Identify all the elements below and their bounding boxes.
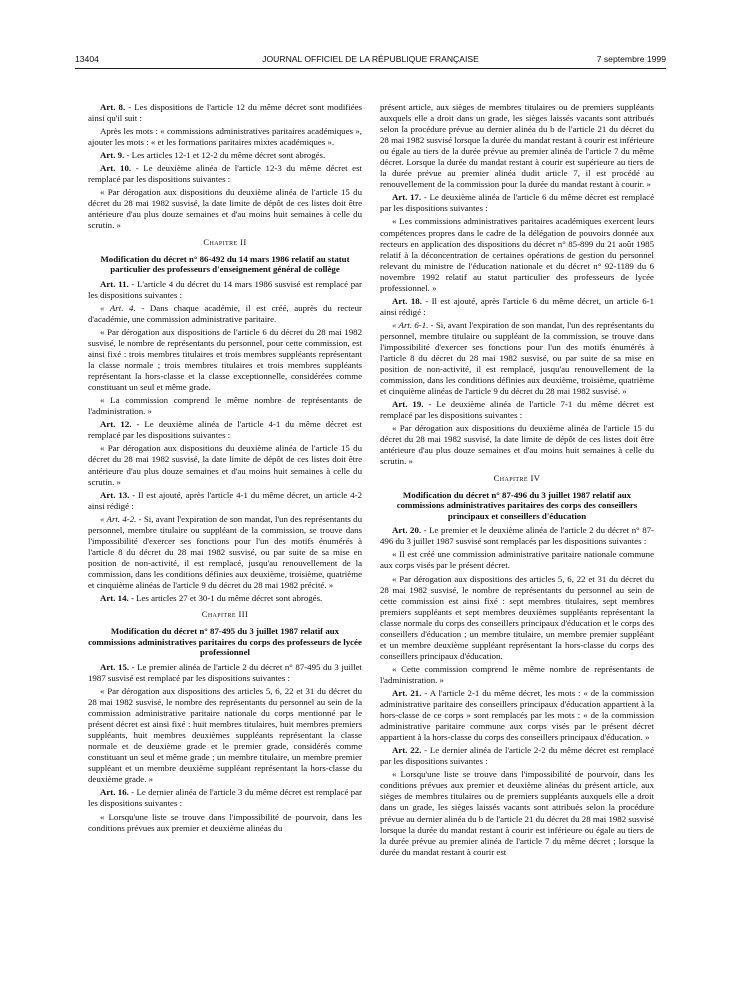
paragraph-text: - Le premier et le deuxième alinéa de l'article 2 du décret n° 87-496 du 3 juillet 1987 susvisé sont remplacés par les dispositions suivantes : [380, 525, 655, 547]
paragraph-text: - Il est ajouté, après l'article 4-1 du même décret, un article 4-2 ainsi rédigé : [88, 489, 362, 511]
article-paragraph [88, 593, 362, 604]
article-paragraph [380, 688, 654, 743]
quoted-article-number: « Art. 4. [100, 302, 136, 313]
body-paragraph [380, 102, 654, 190]
section-title: Modification du décret n° 87-495 du 3 juillet 1987 relatif aux commissions administratives paritaires du corps des professeurs de lycée professionnel [88, 626, 362, 658]
article-number: Art. 22. [392, 745, 422, 756]
paragraph-text: « Il est créé une commission administrative paritaire nationale commune aux corps visés par le présent décret. [380, 549, 654, 571]
article-number: Art. 15. [100, 661, 130, 672]
page-number: 13404 [75, 54, 99, 64]
body-paragraph [380, 320, 654, 397]
article-paragraph [88, 102, 362, 124]
article-number: Art. 21. [392, 687, 422, 698]
paragraph-text: - Il est ajouté, après l'article 6 du même décret, un article 6-1 ainsi rédigé : [380, 295, 654, 317]
paragraph-text: « Par dérogation aux dispositions des articles 5, 6, 22 et 31 du décret du 28 mai 1982 susvisé, le nombre de représentants du personnel au sein de cette commission est ainsi fixé : sept membres titulaires, sept membres premiers suppléants et sept membres deuxièmes suppléants représentant la classe normale du corps des conseillers principaux d'éducation et le corps des conseillers d'éducation ; un membre titulaire, un membre premier suppléant et un membre deuxième suppléant représentant la hors-classe du corps des conseillers principaux d'éducation. [380, 573, 654, 661]
article-paragraph [88, 150, 362, 161]
article-paragraph [88, 662, 362, 684]
paragraph-text: « Par dérogation aux dispositions de l'article 6 du décret du 28 mai 1982 susvisé, le nombre de représentants du personnel, pour cette commission, est ainsi fixé : trois membres titulaires et trois membres suppléants représentant la classe normale ; trois membres titulaires et trois membres suppléants représentant la hors-classe et la classe exceptionnelle, considérées comme constituant un seul et même grade. [88, 326, 362, 393]
article-number: Art. 19. [392, 399, 424, 410]
paragraph-text: - Si, avant l'expiration de son mandat, l'un des représentants du personnel, membre titulaire ou suppléant de la commission, se trouve dans l'impossibilité d'exercer ses fonctions pour l'un des motifs énumérés à l'article 8 du décret du 28 mai 1982 susvisé, ou par suite de sa mise en position de non-activité, il est remplacé, jusqu'au renouvellement de la commission, dans les conditions définies aux deuxième, troisième, quatrième et cinquième alinéas de l'article 9 du décret du 28 mai 1982 susvisé. » [380, 319, 654, 397]
header-rule [75, 68, 666, 69]
paragraph-text: - L'article 4 du décret du 14 mars 1986 susvisé est remplacé par les dispositions suivantes : [88, 278, 363, 300]
article-number: Art. 10. [100, 163, 132, 174]
paragraph-text: « Cette commission comprend le même nombre de représentants de l'administration. » [380, 663, 654, 685]
body-paragraph [88, 303, 362, 325]
paragraph-text: présent article, aux sièges de membres titulaires ou de premiers suppléants auxquels elle a droit dans un grade, les sièges laissés vacants sont attribués selon la procédure prévue au dernier alinéa du b de l'article 21 du décret du 28 mai 1982 susvisé lorsque la durée du mandat restant à courir est inférieure ou égale au tiers de la durée prévue au premier alinéa de l'article 7 du même décret. Lorsque la durée du mandat restant à courir est supérieure au tiers de la durée prévue au premier alinéa dudit article 7, il est procédé au renouvellement de la commission pour la durée du mandat restant à courir. » [380, 102, 654, 190]
article-paragraph [88, 787, 362, 809]
article-number: Art. 17. [392, 192, 422, 203]
article-number: Art. 11. [100, 278, 129, 289]
paragraph-text: - Le deuxième alinéa de l'article 6 du même décret est remplacé par les dispositions suivantes : [380, 192, 654, 214]
chapter-heading: Chapitre II [203, 236, 247, 247]
paragraph-text: « Par dérogation aux dispositions du deuxième alinéa de l'article 15 du décret du 28 mai 1982 susvisé, la date limite de dépôt de ces listes doit être antérieure d'au plus douze semaines et d'au moins huit semaines à celle du scrutin. » [88, 187, 362, 231]
body-paragraph [88, 327, 362, 393]
article-paragraph [380, 745, 654, 767]
paragraph-text: « Par dérogation aux dispositions des articles 5, 6, 22 et 31 du décret du 28 mai 1982 susvisé, le nombre des représentants du personnel au sein de la commission administrative paritaire nationale du corps mentionné par le présent décret est ainsi fixé : huit membres titulaires, huit membres premiers suppléants, huit membres deuxièmes suppléants représentant la classe normale et de deuxième grade et le premier grade, considérés comme constituant un seul et même grade ; un membre titulaire, un membre premier suppléant et un membre deuxième suppléant représentant la hors-classe du deuxième grade. » [88, 685, 362, 785]
paragraph-text: « Lorsqu'une liste se trouve dans l'impossibilité de pourvoir, dans les conditions prévues aux premier et deuxième alinéas du présent article, aux sièges de membres titulaires ou de premiers suppléants auxquels elle a droit dans un grade, les sièges laissés vacants sont attribués selon la procédure prévue au dernier alinéa du b de l'article 21 du décret du 28 mai 1982 susvisé lorsque la durée du mandat restant à courir est inférieure ou égale au tiers de la durée prévue au premier alinéa de l'article 7 du même décret ; lorsque la durée du mandat restant à courir est [380, 769, 654, 857]
left-column [88, 102, 362, 836]
paragraph-text: - Les articles 27 et 30-1 du même décret sont abrogés. [128, 593, 323, 604]
paragraph-text: - Le dernier alinéa de l'article 2-2 du même décret est remplacé par les dispositions suivantes : [380, 745, 655, 767]
article-number: Art. 20. [392, 525, 422, 536]
body-paragraph [88, 126, 362, 148]
body-paragraph [88, 443, 362, 487]
article-paragraph [380, 525, 654, 547]
publication-date: 7 septembre 1999 [596, 54, 666, 64]
article-paragraph [88, 279, 362, 301]
paragraph-text: « Lorsqu'une liste se trouve dans l'impossibilité de pourvoir, dans les conditions prévues aux premier et deuxième alinéas du [88, 811, 362, 833]
paragraph-text: - Le deuxième alinéa de l'article 7-1 du même décret est remplacé par les dispositions suivantes : [380, 399, 655, 421]
paragraph-text: - A l'article 2-1 du même décret, les mots : « de la commission administrative paritaire des conseillers principaux d'éducation appartient à la hors-classe de ce corps » sont remplacés par les mots : « de la commission administrative paritaire commune aux corps visés par le présent décret appartient à la hors-classe du corps des conseillers principaux d'éducation. » [380, 687, 655, 743]
paragraph-text: - Les dispositions de l'article 12 du même décret sont modifiées ainsi qu'il suit : [88, 102, 362, 124]
chapter-heading: Chapitre IV [493, 472, 541, 483]
paragraph-text: Après les mots : « commissions administratives paritaires académiques », ajouter les mots : « et les formations paritaires mixtes académiques ». [88, 126, 362, 148]
body-paragraph [88, 514, 362, 591]
paragraph-text: - Le deuxième alinéa de l'article 4-1 du même décret est remplacé par les dispositions suivantes : [88, 419, 363, 441]
article-number: Art. 16. [100, 787, 129, 798]
quoted-article-number: « Art. 6-1. [392, 319, 429, 330]
article-number: Art. 18. [392, 295, 422, 306]
paragraph-text: « Par dérogation aux dispositions du deuxième alinéa de l'article 15 du décret du 28 mai 1982 susvisé, la date limite de dépôt de ces listes doit être antérieure d'au plus douze semaines et d'au moins huit semaines à celle du scrutin. » [380, 423, 654, 467]
section-title: Modification du décret n° 86-492 du 14 mars 1986 relatif au statut particulier des professeurs d'enseignement général de collège [100, 253, 350, 275]
chapter-heading: Chapitre III [201, 609, 249, 620]
paragraph-text: « Les commissions administratives paritaires académiques exercent leurs compétences propres dans le cadre de la délégation de pouvoirs donnée aux recteurs en application des dispositions du décret n° 85-899 du 21 août 1985 relatif à la déconcentration de certaines opérations de gestion du personnel relevant du ministre de l'éducation nationale et du décret n° 92-1189 du 6 novembre 1992 relatif au statut particulier des professeurs de lycée professionnel. » [380, 216, 654, 293]
article-number: Art. 9. [100, 150, 125, 161]
paragraph-text: - Le dernier alinéa de l'article 3 du même décret est remplacé par les dispositions suivantes : [88, 787, 363, 809]
article-number: Art. 13. [100, 489, 130, 500]
paragraph-text: - Dans chaque académie, il est créé, auprès du recteur d'académie, une commission administrative paritaire. [88, 302, 362, 324]
quoted-article-number: « Art. 4-2. [100, 513, 137, 524]
article-paragraph [88, 419, 362, 441]
journal-title: JOURNAL OFFICIEL DE LA RÉPUBLIQUE FRANÇAISE [262, 54, 479, 64]
article-paragraph [380, 399, 654, 421]
body-paragraph [380, 664, 654, 686]
page-header [75, 54, 666, 66]
article-paragraph [380, 192, 654, 214]
right-column [380, 102, 654, 860]
paragraph-text: - Le premier alinéa de l'article 2 du décret n° 87-495 du 3 juillet 1987 susvisé est remplacé par les dispositions suivantes : [88, 661, 362, 683]
paragraph-text: - Si, avant l'expiration de son mandat, l'un des représentants du personnel, membre titulaire ou suppléant de la commission, se trouve dans l'impossibilité d'exercer ses fonctions pour l'un des motifs énumérés à l'article 8 du décret du 28 mai 1982 susvisé, ou par suite de sa mise en position de non-activité, il est remplacé, jusqu'au renouvellement de la commission, dans les conditions définies aux deuxième, troisième, quatrième et cinquième alinéas de l'article 9 du décret du 28 mai 1982 précité. » [88, 513, 362, 590]
body-paragraph [88, 187, 362, 231]
paragraph-text: - Le deuxième alinéa de l'article 12-3 du même décret est remplacé par les dispositions suivantes : [88, 163, 362, 185]
body-paragraph [380, 549, 654, 571]
paragraph-text: « Par dérogation aux dispositions du deuxième alinéa de l'article 15 du décret du 28 mai 1982 susvisé, la date limite de dépôt de ces listes doit être antérieure d'au plus douze semaines et d'au moins huit semaines à celle du scrutin. » [88, 443, 362, 487]
article-paragraph [88, 490, 362, 512]
body-paragraph [88, 395, 362, 417]
body-paragraph [88, 686, 362, 785]
article-paragraph [88, 163, 362, 185]
paragraph-text: « La commission comprend le même nombre de représentants de l'administration. » [88, 395, 362, 417]
article-number: Art. 12. [100, 419, 132, 430]
article-number: Art. 14. [100, 593, 129, 604]
body-paragraph [380, 769, 654, 857]
article-paragraph [380, 296, 654, 318]
body-paragraph [380, 423, 654, 467]
body-paragraph [380, 574, 654, 662]
body-paragraph [88, 812, 362, 834]
paragraph-text: - Les articles 12-1 et 12-2 du même décret sont abrogés. [124, 150, 326, 161]
article-number: Art. 8. [100, 102, 126, 112]
body-paragraph [380, 216, 654, 293]
section-title: Modification du décret n° 87-496 du 3 juillet 1987 relatif aux commissions administratives paritaires des corps des conseillers principaux et conseillers d'éducation [396, 489, 638, 521]
